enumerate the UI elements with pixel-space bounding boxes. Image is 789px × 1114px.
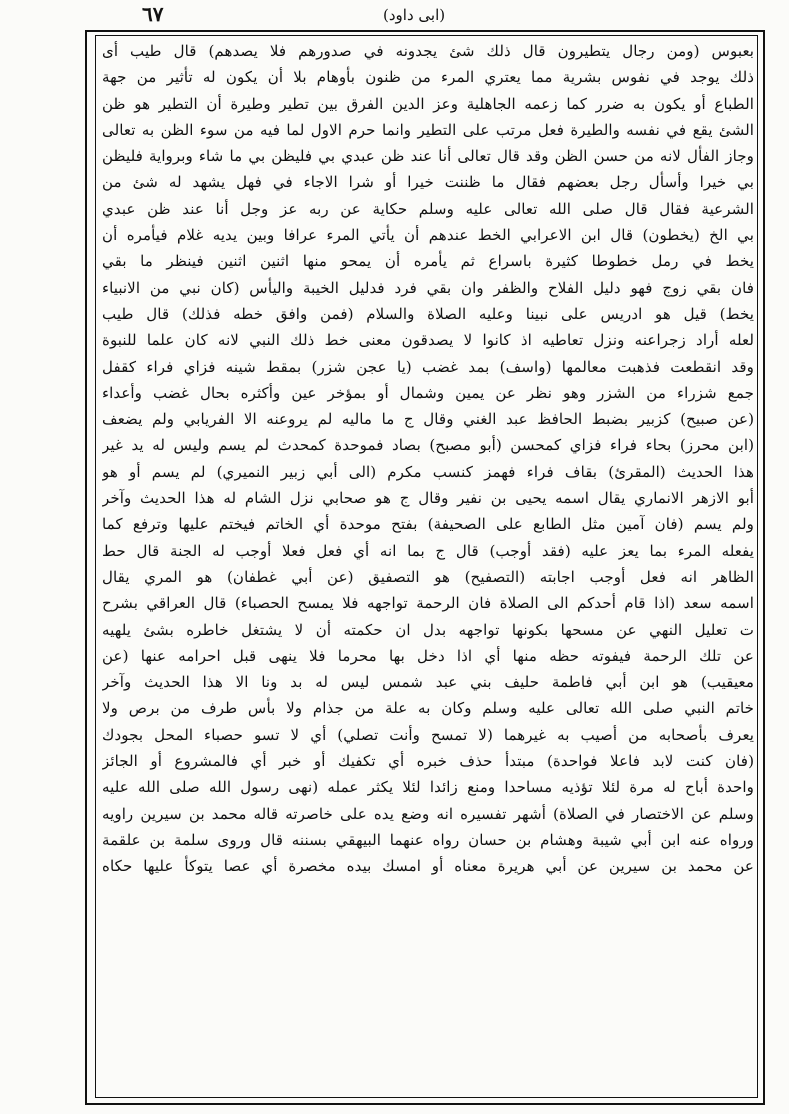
text-line: (عن صبيح) كزبير بضبط الحافظ عبد الغني وقال ج ما ماليه لم يروعنه الا الفريابي ولم يضعف bbox=[102, 410, 754, 429]
text-line: خاتم النبي صلى الله تعالى عليه وسلم وكان به علة من جذام ولا بأس طرف من برص ولا bbox=[102, 699, 754, 718]
text-line: هذا الحديث (المقرئ) بقاف فراء فهمز كنسب مكرم (الى أبي زبير النميري) لم يسم أو هو bbox=[102, 462, 754, 481]
text-line: أبو الازهر الانماري يقال اسمه يحيى بن نفير وقال ج هو صحابي نزل الشام له هذا الحديث وآخر bbox=[102, 489, 754, 508]
commentary-text-block bbox=[102, 38, 754, 1094]
text-line: بي خيرا وأسأل رجل بعضهم فقال ما ظننت خيرا أو شرا الاجاء في فهل يشهد له شئ من bbox=[102, 173, 754, 192]
text-line: الظاهر انه فعل أوجب اجابته (التصفيح) هو التصفيق (عن أبي غطفان) هو المري يقال bbox=[102, 567, 754, 586]
text-line: عن تلك الرحمة فيفوته حظه منها أي اذا دخل بها محرما فلا ينهى قبل احرامه عنها (عن bbox=[102, 646, 754, 665]
text-line: جمع شزراء من الشزر وهو نظر عن يمين وشمال أو بمؤخر عين وأكثره بحال غضب وأعداء bbox=[102, 383, 754, 402]
text-line: وقد انقطعت فذهبت معالمها (واسف) بمد غضب (يا عجن شزر) بمقط شينه فزاي فراء كقفل bbox=[102, 357, 754, 376]
text-line: بعبوس (ومن رجال يتطيرون قال ذلك شئ يجدونه في صدورهم فلا يصدهم) قال طيب أى bbox=[102, 42, 754, 60]
text-line: لعله أراد زجراعنه ونزل تعاطيه اذ كانوا لا يصدقون معنى خط ذلك النبي لانه كان علما للنبوة bbox=[102, 331, 754, 350]
text-line: ت تعليل النهي عن مسحها بكونها تواجهه بدل ان حكمته أن لا يشتغل خاطره بشئ يلهيه bbox=[102, 620, 754, 639]
text-line: يخط) قيل هو ادريس على نبينا وعليه الصلاة والسلام (فمن وافق خطه فذلك) قال طيب bbox=[102, 304, 754, 323]
text-line: اسمه سعد (اذا قام أحدكم الى الصلاة فان الرحمة تواجهه فلا يمسح الحصباء) قال العراقي بشرح bbox=[102, 594, 754, 613]
text-line: فان بقي زوج فهو دليل الفلاح والظفر وان بقي فرد فدليل الخيبة واليأس (كان نبي من الانبياء bbox=[102, 278, 754, 297]
text-line: بي الخ (يخطون) قال ابن الاعرابي الخط عندهم أن يأتي المرء عرافا وبين يديه غلام فيأمره أن bbox=[102, 226, 754, 245]
running-header: (ابى داود) bbox=[383, 6, 446, 24]
text-line: الشرعية فقال قال صلى الله تعالى عليه وسلم حكاية عن ربه عز وجل أنا عند ظن عبدي bbox=[102, 199, 754, 218]
text-line: ولم يسم (فان آمين مثل الطابع على الصحيفة) بفتح موحدة أي الخاتم فيختم عليها وترفع كما bbox=[102, 515, 754, 534]
text-line: الشئ يقع في نفسه والطيرة فعل مرتب على التطير وانما حرم الاول لما فيه من سوء الظن به تعالى bbox=[102, 120, 754, 139]
text-line: يفعله المرء بما يعز عليه (فقد أوجب) قال ج بما انه أي فعل فعلا أوجب له الجنة قال حط bbox=[102, 541, 754, 560]
text-line: ذلك يوجد في نفوس بشرية مما يعتري المرء من ظنون بأوهام بلا أن يكون له تأثير من جهة bbox=[102, 68, 754, 87]
text-line: عن محمد بن سيرين عن أبي هريرة معناه أو امسك بيده مخصرة أي عصا يتوكأ عليها حكاه bbox=[102, 857, 754, 876]
text-line: وجاز الفأل لانه من حسن الظن وقد قال تعالى أنا عند ظن عبدي بي فليظن بي ما شاء وبرواية فليظن bbox=[102, 147, 754, 166]
text-line: الطباع أو يكون به ضرر كما زعمه الجاهلية وعز الدين الفرق بين تطير وطيرة أن التطير هو ظن bbox=[102, 94, 754, 113]
text-line: يعرف بأصحابه من أصيب به غيرهما (لا تمسح وأنت تصلي) أي لا تسو حصباء المحل بجودك bbox=[102, 725, 754, 744]
text-line: واحدة أباح له مرة لئلا تؤذيه مساحدا ومنع زائدا لئلا يكثر عمله (نهى رسول الله صلى الله عليه bbox=[102, 778, 754, 797]
page-number: ٦٧ bbox=[142, 2, 164, 26]
text-line: (ابن محرز) بحاء فراء فزاي كمحسن (أبو مصبح) بصاد فموحدة كمحدث لم يسم وليس له يد غير bbox=[102, 436, 754, 455]
text-line: (فان كنت لابد فاعلا فواحدة) مبتدأ حذف خبره أي تكفيك أو خبر أي فالمشروع أو الجائز bbox=[102, 752, 754, 771]
text-line: وسلم عن الاختصار في الصلاة) أشهر تفسيره انه وضع يده على خاصرته قاله محمد بن سيرين راويه bbox=[102, 804, 754, 823]
text-line: ورواه عنه ابن أبي شيبة وهشام بن حسان رواه عنهما البيهقي بسننه قال وروى سلمة بن علقمة bbox=[102, 830, 754, 849]
text-line: معيقيب) هو ابن أبي فاطمة حليف بني عبد شمس ليس له بد ونا الا هذا الحديث وآخر bbox=[102, 673, 754, 692]
text-line: يخط في رمل خطوطا كثيرة باسراع ثم يأمره أن يمحو منها اثنين اثنين فينظر ما بقي bbox=[102, 252, 754, 271]
